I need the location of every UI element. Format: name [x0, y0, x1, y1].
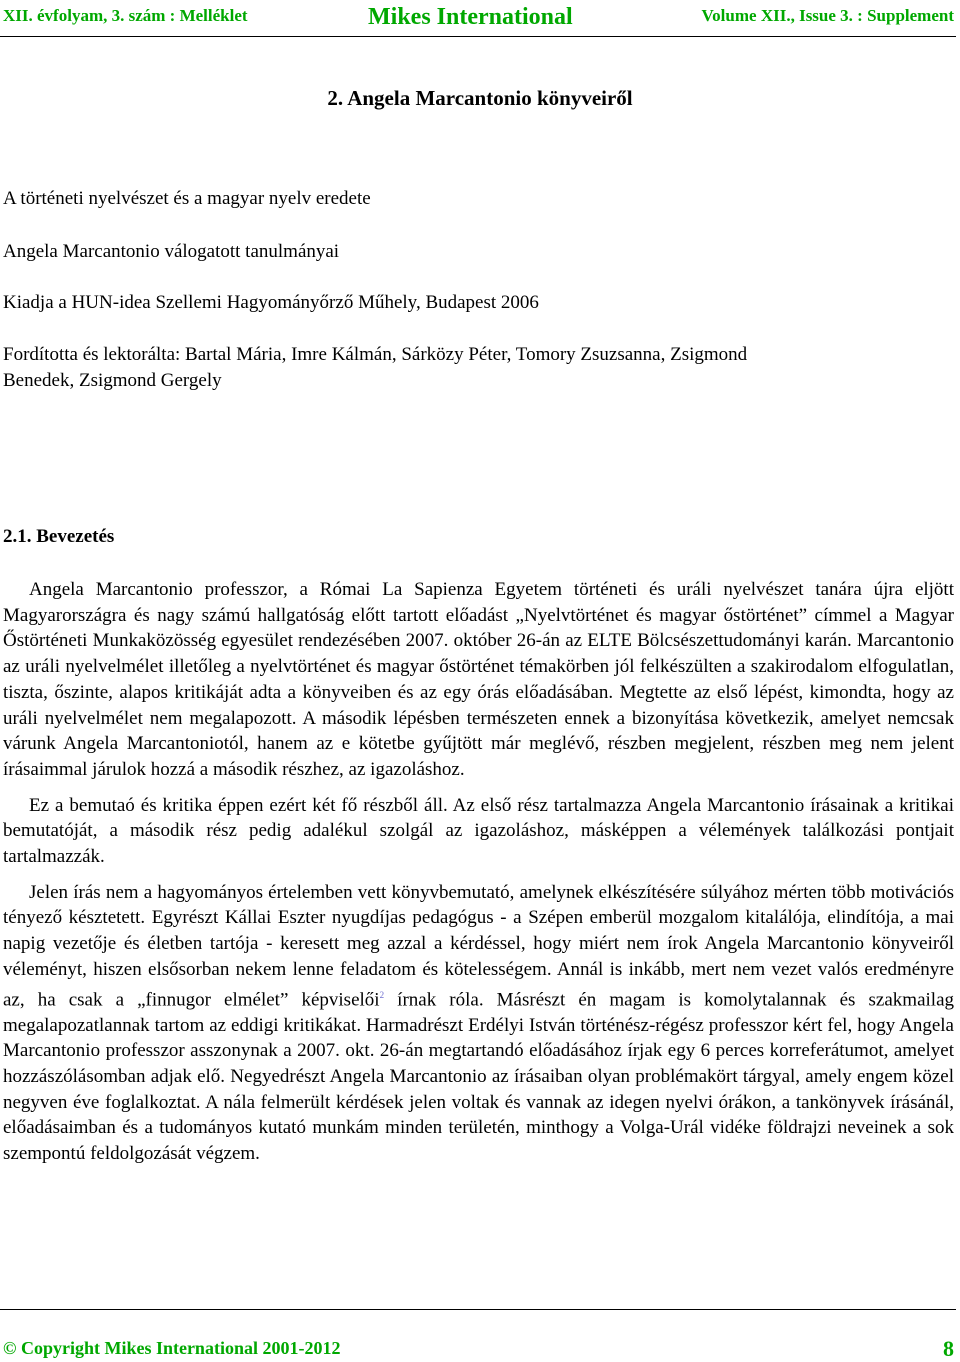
paragraph-1: Angela Marcantonio professzor, a Római La Sapienza Egyetem történeti és uráli nyelvészet tanára újra eljött Magyarországra és nagy számú hallgatóság előtt tartott előadást „Nyelvtörténet és magyar őstörténet” címmel a Magyar Őstörténeti Munkaközösség egyesület rendezésében 2007. október 26-án az ELTE Bölcsészettudományi karán. Marcantonio az uráli nyelvelmélet illetőleg a nyelvtörténet és magyar őstörténet témakörben jól felkészülten a szakirodalom elfogulatlan, tiszta, őszinte, alapos kritikáját adta a könyveiben és az egy órás előadásában. Megtette az első lépést, kimondta, hogy az uráli nyelvelmélet nem megalapozott. A második lépésben természeten ennek a bizonyítása következik, amelyet nemcsak várunk Angela Marcantoniotól, hanem az e kötetbe gyűjtött már meglévő, részben megjelent, részben meg nem jelent írásaimmal járulok hozzá a második részhez, az igazoláshoz. [3, 579, 954, 780]
footer-rule [0, 1309, 956, 1310]
book-translators-line2: Benedek, Zsigmond Gergely [3, 370, 222, 391]
section-title: 2. Angela Marcantonio könyveiről [327, 86, 633, 110]
page-number: 8 [943, 1336, 954, 1361]
book-subtitle: Angela Marcantonio válogatott tanulmányai [3, 241, 340, 262]
footnote-reference[interactable]: 2 [379, 989, 385, 1000]
paragraph-2: Ez a bemutaó és kritika éppen ezért két fő részből áll. Az első rész tartalmazza Angela Marcantonio írásainak a kritikai bemutatóját, a második rész pedig adalékul szolgál az igazoláshoz, másképpen a vélemények találkozási pontjait tartalmazzák. [3, 794, 954, 868]
book-translators [3, 342, 943, 394]
paragraph-3 [3, 880, 954, 1167]
book-publisher: Kiadja a HUN-idea Szellemi Hagyományőrző Műhely, Budapest 2006 [3, 292, 539, 313]
header-issue-hu: XII. évfolyam, 3. szám : Melléklet [3, 6, 248, 25]
header-publication-title: Mikes International [368, 4, 573, 30]
subsection-title: 2.1. Bevezetés [3, 526, 115, 547]
header-rule [0, 36, 956, 37]
book-title: A történeti nyelvészet és a magyar nyelv eredete [3, 188, 371, 209]
article-body [3, 577, 954, 1177]
paragraph-3-part-2: írnak róla. Másrészt én magam is komolytalannak és szakmailag megalapozatlannak tartom az eddigi kritikákat. Harmadrészt Erdélyi István történész-régész professzor kért fel, hogy Angela Marcantonio professzor asszonynak a 2007. okt. 26-án megtartandó előadásához írjak egy 6 perces korreferátumot, amelyet hozzászólásomban adjak elő. Negyedrészt Angela Marcantonio az írásaiban olyan problémakört tárgyal, amely engem közel negyven éve foglalkoztat. A nála felmerült kérdések jelen voltak és vannak az idegen nyelvi órákon, a tankönyvek írásánál, előadásaimban és a tudományos kutató munkám minden területén, minthogy a Volga-Urál vidéke földrajzi neveinek a sok szempontú feldolgozását végzem. [3, 988, 954, 1165]
running-header [0, 4, 960, 34]
header-issue-en: Volume XII., Issue 3. : Supplement [701, 6, 954, 25]
paragraph-3-part-1: Jelen írás nem a hagyományos értelemben vett könyvbemutató, amelynek elkészítésére súlyához mérten több motivációs tényező késztetett. Egyrészt Kállai Eszter nyugdíjas pedagógus - a Szépen emberül mozgalom kitalálója, elindítója, a mai napig vezetője és életben tartója - keresett meg azzal a kérdéssel, hogy miért nem írok Angela Marcantonio könyveiről véleményt, hiszen elsősorban nekem lenne feladatom és kötelességem. Annál is inkább, mert nem vezet valós eredményre az, ha csak a „finnugor elmélet” képviselői [3, 881, 954, 1010]
book-translators-line1: Fordította és lektorálta: Bartal Mária, Imre Kálmán, Sárközy Péter, Tomory Zsuzsanna, Zsigmond [3, 344, 748, 365]
footer-copyright: © Copyright Mikes International 2001-2012 [3, 1338, 341, 1358]
